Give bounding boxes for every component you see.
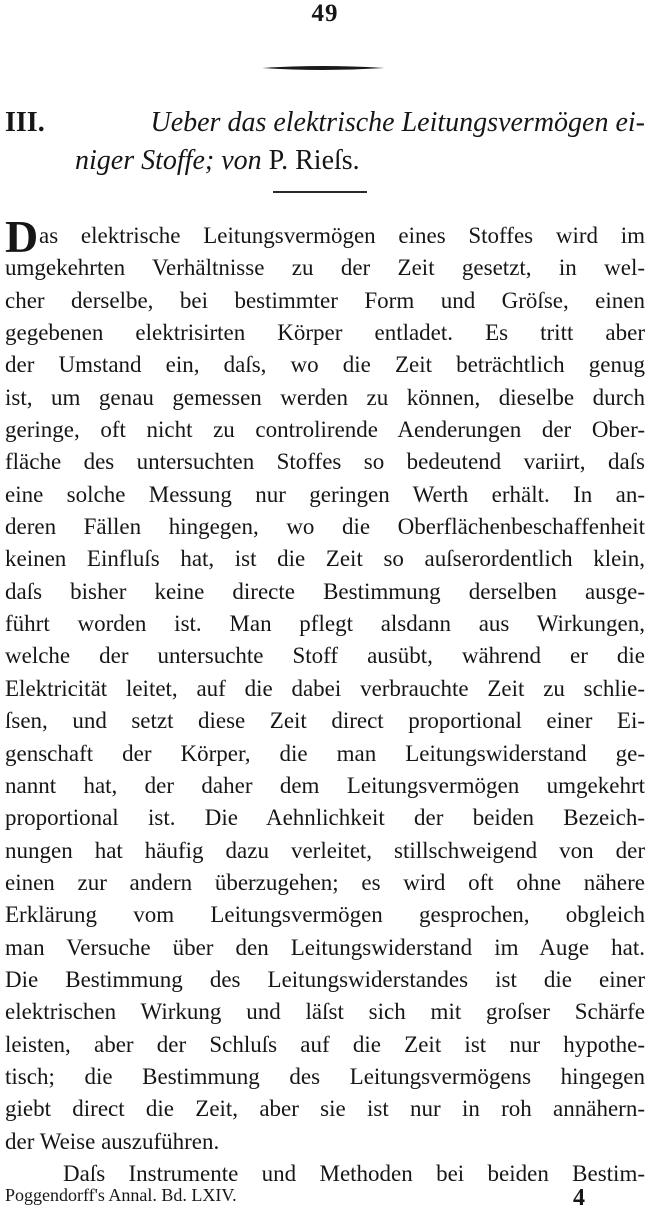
body-line: deren Fällen hingegen, wo die Oberflächenbeschaffenheit — [5, 514, 645, 540]
body-line: fläche des untersuchten Stoffes so bedeutend variirt, daſs — [5, 449, 645, 475]
body-line: daſs bisher keine directe Bestimmung derselben ausge- — [5, 578, 645, 604]
title-line-2 — [5, 142, 645, 180]
body-line: leisten, aber der Schluſs auf die Zeit ist nur hypothe- — [5, 1031, 645, 1057]
section-number: III. — [5, 107, 45, 138]
body-line: führt worden ist. Man pflegt alsdann aus Wirkungen, — [5, 611, 645, 637]
body-text — [5, 211, 645, 1190]
body-line: welche der untersuchte Stoff ausübt, während er die — [5, 643, 645, 669]
drop-cap: D — [5, 211, 39, 262]
signature-mark: 4 — [573, 1185, 585, 1211]
body-line: umgekehrten Verhältnisse zu der Zeit gesetzt, in wel- — [5, 255, 645, 281]
page-footer — [5, 1185, 645, 1212]
body-line — [5, 211, 645, 262]
body-line: der Umstand ein, daſs, wo die Zeit beträchtlich genug — [5, 352, 645, 378]
body-line: Erklärung vom Leitungsvermögen gesprochen, obgleich — [5, 902, 645, 928]
body-line: eine solche Messung nur geringen Werth erhält. In an- — [5, 481, 645, 507]
body-line: einen zur andern überzugehen; es wird oft ohne nähere — [5, 869, 645, 895]
body-line: nannt hat, der daher dem Leitungsvermögen umgekehrt — [5, 772, 645, 798]
title-line-1 — [5, 104, 645, 142]
body-line: ſsen, und setzt diese Zeit direct proportional einer Ei- — [5, 708, 645, 734]
ornament-rule — [262, 64, 384, 72]
body-line: elektrischen Wirkung und läſst sich mit groſser Schärfe — [5, 999, 645, 1025]
body-line: geringe, oft nicht zu controlirende Aenderungen der Ober- — [5, 417, 645, 443]
journal-reference: Poggendorff's Annal. Bd. LXIV. — [5, 1185, 237, 1205]
article-title — [5, 104, 645, 180]
title-divider — [273, 191, 367, 193]
body-line: gegebenen elektrisirten Körper entladet. Es tritt aber — [5, 320, 645, 346]
body-line: man Versuche über den Leitungswiderstand im Auge hat. — [5, 934, 645, 960]
body-line: ist, um genau gemessen werden zu können, dieselbe durch — [5, 384, 645, 410]
body-line: keinen Einfluſs hat, ist die Zeit so auſserordentlich klein, — [5, 546, 645, 572]
body-line-paragraph-start: Daſs Instrumente und Methoden bei beiden Bestim- — [63, 1160, 645, 1186]
body-line-text: as elektrische Leitungsvermögen eines Stoffes wird im — [39, 223, 645, 248]
title-text-line-2: niger Stoffe; — [75, 145, 215, 176]
body-line: cher derselbe, bei bestimmter Form und Gröſse, einen — [5, 287, 645, 313]
body-line: tisch; die Bestimmung des Leitungsvermögens hingegen — [5, 1063, 645, 1089]
body-line: Die Bestimmung des Leitungswiderstandes ist die einer — [5, 966, 645, 992]
body-line: proportional ist. Die Aehnlichkeit der beiden Bezeich- — [5, 805, 645, 831]
body-line: genschaft der Körper, die man Leitungswiderstand ge- — [5, 740, 645, 766]
page-number: 49 — [311, 0, 339, 27]
body-line: giebt direct die Zeit, aber sie ist nur in roh annähern- — [5, 1096, 645, 1122]
title-text-line-1: Ueber das elektrische Leitungsvermögen ei- — [150, 107, 645, 138]
title-von: von — [221, 145, 262, 176]
title-author: P. Rieſs. — [268, 145, 360, 176]
body-line-paragraph-end: der Weise auszuführen. — [5, 1128, 220, 1154]
body-line: Elektricität leitet, auf die dabei verbrauchte Zeit zu schlie- — [5, 675, 645, 701]
body-line: nungen hat häufig dazu verleitet, stillschweigend von der — [5, 837, 645, 863]
